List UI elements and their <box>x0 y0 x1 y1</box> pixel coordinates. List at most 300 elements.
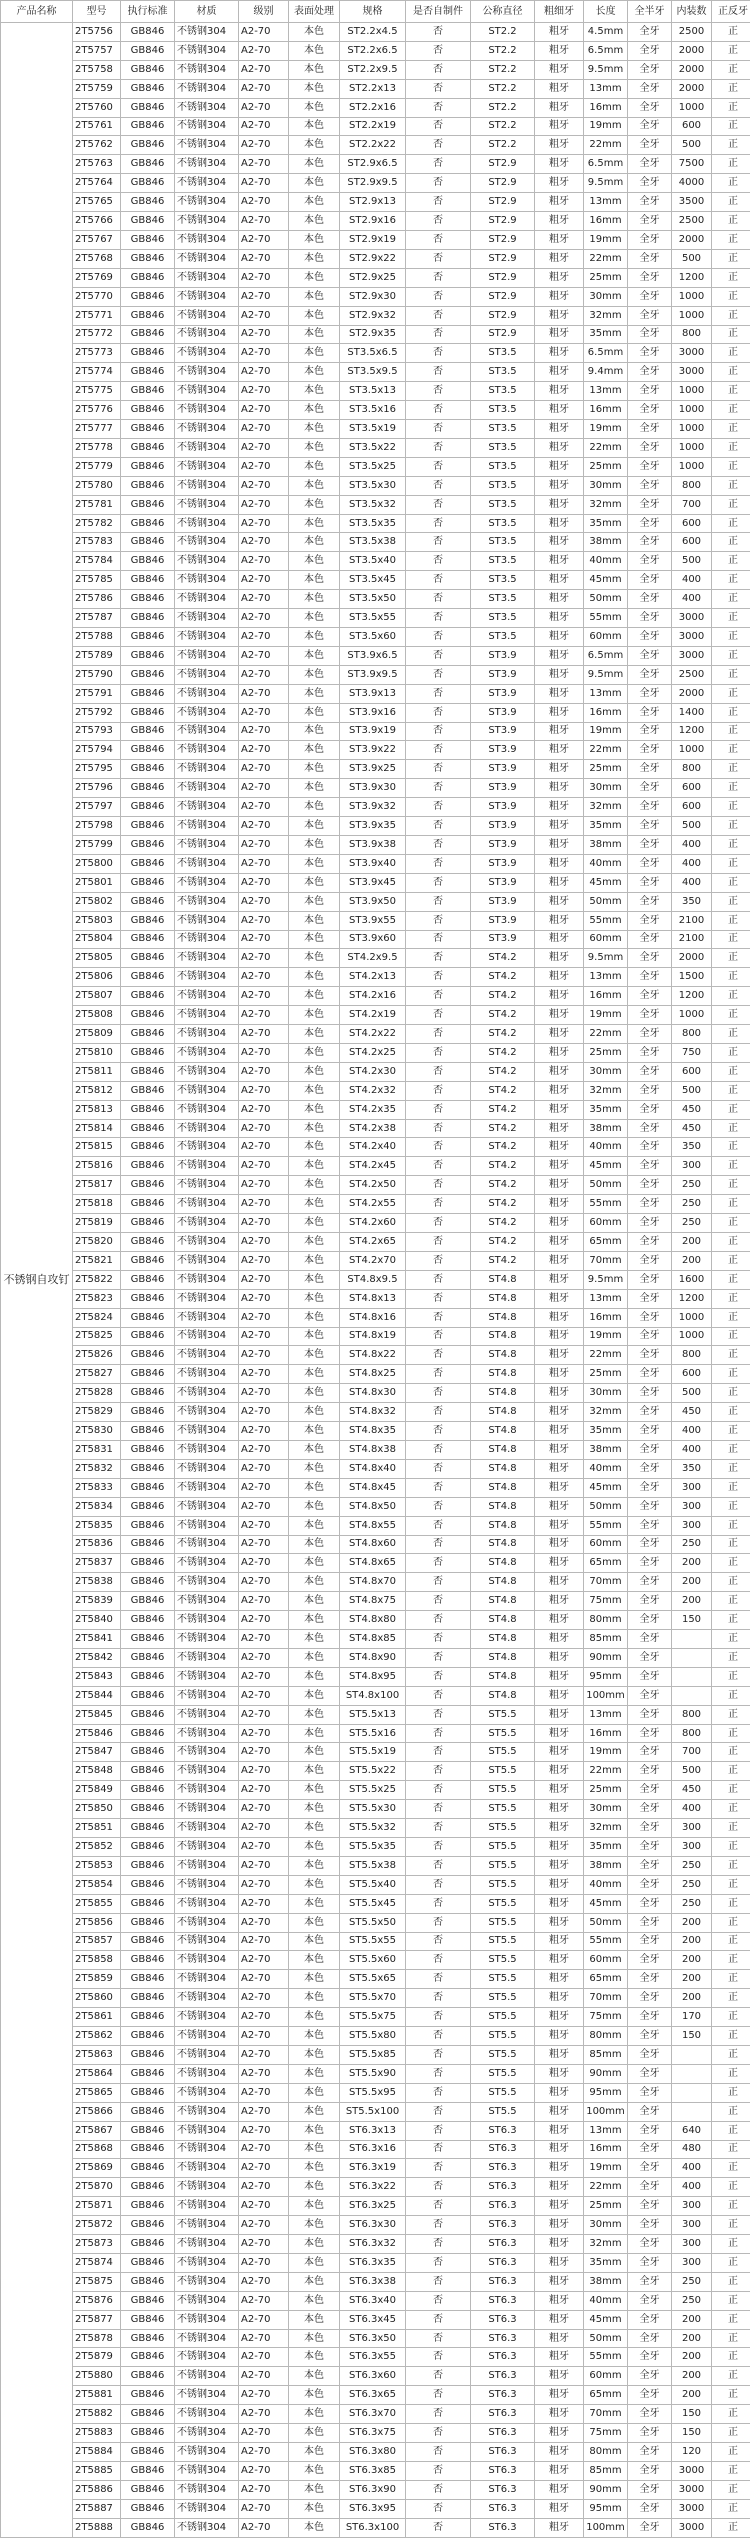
cell-material: 不锈钢304 <box>175 760 239 779</box>
cell-specification: ST4.8x85 <box>340 1630 406 1649</box>
cell-thread-pitch: 粗牙 <box>535 2518 584 2537</box>
cell-thread-type: 全牙 <box>628 1554 672 1573</box>
cell-standard: GB846 <box>121 1932 175 1951</box>
cell-thread-pitch: 粗牙 <box>535 2083 584 2102</box>
cell-thread-type: 全牙 <box>628 2291 672 2310</box>
cell-surface-treatment: 本色 <box>289 590 340 609</box>
table-row <box>1 1932 750 1951</box>
cell-specification: ST4.8x70 <box>340 1573 406 1592</box>
cell-model: 2T5858 <box>73 1951 121 1970</box>
cell-specification: ST6.3x25 <box>340 2197 406 2216</box>
cell-pack-quantity: 450 <box>672 1403 712 1422</box>
cell-standard: GB846 <box>121 2197 175 2216</box>
cell-specification: ST2.2x13 <box>340 79 406 98</box>
table-row <box>1 987 750 1006</box>
cell-model: 2T5836 <box>73 1535 121 1554</box>
cell-thread-direction: 正 <box>712 665 750 684</box>
table-row <box>1 779 750 798</box>
cell-material: 不锈钢304 <box>175 1856 239 1875</box>
cell-material: 不锈钢304 <box>175 2102 239 2121</box>
cell-specification: ST5.5x19 <box>340 1743 406 1762</box>
cell-specification: ST5.5x25 <box>340 1781 406 1800</box>
cell-surface-treatment: 本色 <box>289 457 340 476</box>
cell-model: 2T5864 <box>73 2064 121 2083</box>
cell-pack-quantity: 480 <box>672 2140 712 2159</box>
cell-thread-type: 全牙 <box>628 1289 672 1308</box>
header-thread-pitch: 粗细牙 <box>535 1 584 23</box>
cell-thread-pitch: 粗牙 <box>535 1422 584 1441</box>
cell-thread-direction: 正 <box>712 457 750 476</box>
cell-standard: GB846 <box>121 835 175 854</box>
cell-nominal-diameter: ST4.8 <box>471 1592 535 1611</box>
cell-surface-treatment: 本色 <box>289 2443 340 2462</box>
cell-thread-pitch: 粗牙 <box>535 892 584 911</box>
cell-pack-quantity: 3000 <box>672 2480 712 2499</box>
cell-grade: A2-70 <box>239 1819 289 1838</box>
table-row <box>1 1875 750 1894</box>
cell-self-made: 否 <box>406 1308 471 1327</box>
cell-model: 2T5761 <box>73 117 121 136</box>
cell-material: 不锈钢304 <box>175 1554 239 1573</box>
cell-specification: ST4.8x30 <box>340 1384 406 1403</box>
cell-thread-type: 全牙 <box>628 911 672 930</box>
cell-nominal-diameter: ST5.5 <box>471 1705 535 1724</box>
cell-nominal-diameter: ST5.5 <box>471 1724 535 1743</box>
cell-model: 2T5851 <box>73 1819 121 1838</box>
cell-material: 不锈钢304 <box>175 382 239 401</box>
cell-thread-pitch: 粗牙 <box>535 23 584 42</box>
cell-pack-quantity: 150 <box>672 2405 712 2424</box>
cell-self-made: 否 <box>406 230 471 249</box>
cell-thread-direction: 正 <box>712 552 750 571</box>
cell-thread-pitch: 粗牙 <box>535 628 584 647</box>
cell-surface-treatment: 本色 <box>289 741 340 760</box>
cell-grade: A2-70 <box>239 1762 289 1781</box>
cell-self-made: 否 <box>406 2291 471 2310</box>
cell-model: 2T5865 <box>73 2083 121 2102</box>
cell-model: 2T5882 <box>73 2405 121 2424</box>
cell-material: 不锈钢304 <box>175 1062 239 1081</box>
table-row <box>1 1440 750 1459</box>
cell-thread-pitch: 粗牙 <box>535 476 584 495</box>
cell-grade: A2-70 <box>239 779 289 798</box>
cell-nominal-diameter: ST5.5 <box>471 2102 535 2121</box>
cell-length: 19mm <box>584 1743 628 1762</box>
cell-pack-quantity: 1200 <box>672 987 712 1006</box>
cell-length: 75mm <box>584 2008 628 2027</box>
cell-standard: GB846 <box>121 1554 175 1573</box>
cell-specification: ST3.5x60 <box>340 628 406 647</box>
table-row <box>1 1838 750 1857</box>
table-row <box>1 1743 750 1762</box>
cell-nominal-diameter: ST3.9 <box>471 854 535 873</box>
cell-length: 16mm <box>584 1724 628 1743</box>
cell-pack-quantity: 450 <box>672 1781 712 1800</box>
cell-model: 2T5804 <box>73 930 121 949</box>
cell-model: 2T5826 <box>73 1346 121 1365</box>
cell-surface-treatment: 本色 <box>289 1233 340 1252</box>
cell-surface-treatment: 本色 <box>289 2367 340 2386</box>
cell-thread-type: 全牙 <box>628 2461 672 2480</box>
cell-surface-treatment: 本色 <box>289 2121 340 2140</box>
cell-standard: GB846 <box>121 287 175 306</box>
cell-grade: A2-70 <box>239 1611 289 1630</box>
cell-surface-treatment: 本色 <box>289 1176 340 1195</box>
cell-material: 不锈钢304 <box>175 1459 239 1478</box>
cell-thread-pitch: 粗牙 <box>535 2461 584 2480</box>
cell-pack-quantity: 250 <box>672 1195 712 1214</box>
cell-standard: GB846 <box>121 249 175 268</box>
cell-thread-type: 全牙 <box>628 1951 672 1970</box>
cell-model: 2T5849 <box>73 1781 121 1800</box>
cell-thread-pitch: 粗牙 <box>535 2367 584 2386</box>
cell-length: 16mm <box>584 2140 628 2159</box>
cell-model: 2T5871 <box>73 2197 121 2216</box>
cell-standard: GB846 <box>121 1308 175 1327</box>
cell-self-made: 否 <box>406 1705 471 1724</box>
cell-length: 80mm <box>584 2027 628 2046</box>
cell-length: 22mm <box>584 2178 628 2197</box>
cell-self-made: 否 <box>406 344 471 363</box>
cell-standard: GB846 <box>121 98 175 117</box>
cell-self-made: 否 <box>406 1384 471 1403</box>
cell-length: 32mm <box>584 1403 628 1422</box>
cell-self-made: 否 <box>406 987 471 1006</box>
cell-self-made: 否 <box>406 1932 471 1951</box>
cell-specification: ST2.9x19 <box>340 230 406 249</box>
cell-pack-quantity: 2000 <box>672 684 712 703</box>
cell-material: 不锈钢304 <box>175 155 239 174</box>
cell-thread-direction: 正 <box>712 2499 750 2518</box>
cell-standard: GB846 <box>121 495 175 514</box>
cell-surface-treatment: 本色 <box>289 41 340 60</box>
cell-model: 2T5840 <box>73 1611 121 1630</box>
cell-length: 13mm <box>584 684 628 703</box>
cell-nominal-diameter: ST6.3 <box>471 2386 535 2405</box>
cell-pack-quantity: 500 <box>672 1081 712 1100</box>
cell-grade: A2-70 <box>239 854 289 873</box>
cell-material: 不锈钢304 <box>175 1384 239 1403</box>
cell-thread-pitch: 粗牙 <box>535 2197 584 2216</box>
cell-length: 90mm <box>584 1648 628 1667</box>
cell-model: 2T5868 <box>73 2140 121 2159</box>
cell-self-made: 否 <box>406 2443 471 2462</box>
table-row <box>1 268 750 287</box>
cell-standard: GB846 <box>121 854 175 873</box>
cell-material: 不锈钢304 <box>175 2367 239 2386</box>
cell-nominal-diameter: ST3.9 <box>471 741 535 760</box>
cell-model: 2T5768 <box>73 249 121 268</box>
cell-length: 55mm <box>584 911 628 930</box>
cell-model: 2T5790 <box>73 665 121 684</box>
cell-specification: ST5.5x100 <box>340 2102 406 2121</box>
cell-thread-direction: 正 <box>712 590 750 609</box>
table-row <box>1 1667 750 1686</box>
cell-material: 不锈钢304 <box>175 1705 239 1724</box>
cell-thread-pitch: 粗牙 <box>535 722 584 741</box>
cell-model: 2T5816 <box>73 1157 121 1176</box>
cell-specification: ST2.9x25 <box>340 268 406 287</box>
cell-self-made: 否 <box>406 325 471 344</box>
cell-material: 不锈钢304 <box>175 23 239 42</box>
cell-thread-pitch: 粗牙 <box>535 1346 584 1365</box>
table-row <box>1 287 750 306</box>
cell-surface-treatment: 本色 <box>289 949 340 968</box>
cell-thread-pitch: 粗牙 <box>535 1686 584 1705</box>
cell-specification: ST4.8x95 <box>340 1667 406 1686</box>
cell-thread-pitch: 粗牙 <box>535 646 584 665</box>
cell-pack-quantity: 250 <box>672 1856 712 1875</box>
cell-nominal-diameter: ST3.9 <box>471 798 535 817</box>
cell-thread-pitch: 粗牙 <box>535 1648 584 1667</box>
cell-material: 不锈钢304 <box>175 703 239 722</box>
cell-thread-type: 全牙 <box>628 2064 672 2083</box>
cell-model: 2T5772 <box>73 325 121 344</box>
cell-surface-treatment: 本色 <box>289 1006 340 1025</box>
cell-nominal-diameter: ST2.2 <box>471 98 535 117</box>
cell-nominal-diameter: ST3.5 <box>471 609 535 628</box>
cell-standard: GB846 <box>121 590 175 609</box>
cell-pack-quantity <box>672 1630 712 1649</box>
cell-surface-treatment: 本色 <box>289 23 340 42</box>
cell-thread-pitch: 粗牙 <box>535 1006 584 1025</box>
cell-material: 不锈钢304 <box>175 2121 239 2140</box>
table-row <box>1 1970 750 1989</box>
cell-thread-pitch: 粗牙 <box>535 1970 584 1989</box>
cell-thread-type: 全牙 <box>628 571 672 590</box>
cell-length: 22mm <box>584 438 628 457</box>
cell-surface-treatment: 本色 <box>289 1875 340 1894</box>
cell-self-made: 否 <box>406 590 471 609</box>
cell-material: 不锈钢304 <box>175 2329 239 2348</box>
table-row <box>1 2405 750 2424</box>
cell-material: 不锈钢304 <box>175 2235 239 2254</box>
cell-specification: ST6.3x80 <box>340 2443 406 2462</box>
cell-pack-quantity: 1000 <box>672 98 712 117</box>
cell-material: 不锈钢304 <box>175 1176 239 1195</box>
cell-standard: GB846 <box>121 1856 175 1875</box>
table-row <box>1 646 750 665</box>
cell-pack-quantity: 1000 <box>672 1006 712 1025</box>
cell-pack-quantity: 800 <box>672 760 712 779</box>
cell-standard: GB846 <box>121 817 175 836</box>
cell-model: 2T5852 <box>73 1838 121 1857</box>
cell-thread-type: 全牙 <box>628 1743 672 1762</box>
cell-specification: ST6.3x35 <box>340 2253 406 2272</box>
table-row <box>1 1630 750 1649</box>
cell-nominal-diameter: ST6.3 <box>471 2197 535 2216</box>
cell-self-made: 否 <box>406 2253 471 2272</box>
cell-thread-pitch: 粗牙 <box>535 1327 584 1346</box>
cell-specification: ST6.3x85 <box>340 2461 406 2480</box>
cell-surface-treatment: 本色 <box>289 2235 340 2254</box>
cell-length: 25mm <box>584 2197 628 2216</box>
cell-length: 32mm <box>584 1081 628 1100</box>
cell-thread-direction: 正 <box>712 1819 750 1838</box>
cell-model: 2T5762 <box>73 136 121 155</box>
cell-length: 75mm <box>584 2424 628 2443</box>
cell-model: 2T5832 <box>73 1459 121 1478</box>
cell-surface-treatment: 本色 <box>289 1724 340 1743</box>
cell-model: 2T5771 <box>73 306 121 325</box>
cell-pack-quantity: 600 <box>672 798 712 817</box>
cell-thread-type: 全牙 <box>628 98 672 117</box>
cell-thread-pitch: 粗牙 <box>535 1214 584 1233</box>
cell-specification: ST3.5x35 <box>340 514 406 533</box>
cell-thread-type: 全牙 <box>628 760 672 779</box>
cell-surface-treatment: 本色 <box>289 817 340 836</box>
cell-nominal-diameter: ST2.9 <box>471 193 535 212</box>
cell-standard: GB846 <box>121 438 175 457</box>
cell-nominal-diameter: ST5.5 <box>471 1762 535 1781</box>
cell-surface-treatment: 本色 <box>289 1913 340 1932</box>
cell-specification: ST5.5x30 <box>340 1800 406 1819</box>
cell-pack-quantity: 1000 <box>672 1308 712 1327</box>
cell-grade: A2-70 <box>239 136 289 155</box>
table-row <box>1 873 750 892</box>
cell-material: 不锈钢304 <box>175 98 239 117</box>
cell-thread-direction: 正 <box>712 193 750 212</box>
cell-pack-quantity: 300 <box>672 2235 712 2254</box>
cell-pack-quantity: 150 <box>672 1611 712 1630</box>
cell-grade: A2-70 <box>239 1346 289 1365</box>
cell-pack-quantity: 200 <box>672 1913 712 1932</box>
cell-thread-pitch: 粗牙 <box>535 438 584 457</box>
cell-thread-direction: 正 <box>712 1497 750 1516</box>
cell-length: 13mm <box>584 1705 628 1724</box>
cell-model: 2T5756 <box>73 23 121 42</box>
cell-specification: ST3.9x55 <box>340 911 406 930</box>
cell-nominal-diameter: ST3.5 <box>471 401 535 420</box>
cell-length: 16mm <box>584 98 628 117</box>
cell-thread-direction: 正 <box>712 2235 750 2254</box>
cell-nominal-diameter: ST2.9 <box>471 230 535 249</box>
cell-nominal-diameter: ST6.3 <box>471 2461 535 2480</box>
cell-thread-pitch: 粗牙 <box>535 1592 584 1611</box>
table-row <box>1 2518 750 2537</box>
cell-length: 38mm <box>584 533 628 552</box>
cell-nominal-diameter: ST3.9 <box>471 684 535 703</box>
cell-pack-quantity: 500 <box>672 817 712 836</box>
cell-nominal-diameter: ST5.5 <box>471 1838 535 1857</box>
cell-pack-quantity: 450 <box>672 1119 712 1138</box>
cell-thread-type: 全牙 <box>628 1459 672 1478</box>
cell-thread-direction: 正 <box>712 609 750 628</box>
cell-grade: A2-70 <box>239 1913 289 1932</box>
cell-material: 不锈钢304 <box>175 457 239 476</box>
cell-thread-type: 全牙 <box>628 1327 672 1346</box>
cell-thread-pitch: 粗牙 <box>535 987 584 1006</box>
cell-thread-type: 全牙 <box>628 2499 672 2518</box>
cell-material: 不锈钢304 <box>175 2291 239 2310</box>
cell-material: 不锈钢304 <box>175 117 239 136</box>
cell-specification: ST4.2x32 <box>340 1081 406 1100</box>
cell-model: 2T5862 <box>73 2027 121 2046</box>
cell-surface-treatment: 本色 <box>289 1970 340 1989</box>
cell-pack-quantity: 250 <box>672 1875 712 1894</box>
cell-surface-treatment: 本色 <box>289 1365 340 1384</box>
cell-standard: GB846 <box>121 1894 175 1913</box>
cell-thread-type: 全牙 <box>628 1630 672 1649</box>
cell-grade: A2-70 <box>239 23 289 42</box>
table-row <box>1 1497 750 1516</box>
cell-thread-direction: 正 <box>712 722 750 741</box>
cell-thread-direction: 正 <box>712 1214 750 1233</box>
cell-self-made: 否 <box>406 2045 471 2064</box>
cell-thread-direction: 正 <box>712 2008 750 2027</box>
cell-specification: ST5.5x70 <box>340 1989 406 2008</box>
cell-thread-pitch: 粗牙 <box>535 1856 584 1875</box>
cell-length: 35mm <box>584 2253 628 2272</box>
cell-model: 2T5824 <box>73 1308 121 1327</box>
cell-surface-treatment: 本色 <box>289 1062 340 1081</box>
cell-pack-quantity: 300 <box>672 1478 712 1497</box>
cell-standard: GB846 <box>121 1195 175 1214</box>
cell-surface-treatment: 本色 <box>289 2197 340 2216</box>
cell-model: 2T5872 <box>73 2216 121 2235</box>
cell-standard: GB846 <box>121 1440 175 1459</box>
cell-surface-treatment: 本色 <box>289 1743 340 1762</box>
cell-thread-direction: 正 <box>712 268 750 287</box>
cell-material: 不锈钢304 <box>175 344 239 363</box>
cell-self-made: 否 <box>406 2140 471 2159</box>
cell-grade: A2-70 <box>239 1422 289 1441</box>
cell-nominal-diameter: ST3.5 <box>471 590 535 609</box>
cell-material: 不锈钢304 <box>175 268 239 287</box>
cell-model: 2T5883 <box>73 2424 121 2443</box>
cell-thread-pitch: 粗牙 <box>535 2045 584 2064</box>
cell-standard: GB846 <box>121 1270 175 1289</box>
cell-specification: ST2.9x35 <box>340 325 406 344</box>
cell-length: 80mm <box>584 1611 628 1630</box>
cell-specification: ST4.2x40 <box>340 1138 406 1157</box>
cell-standard: GB846 <box>121 892 175 911</box>
cell-pack-quantity: 120 <box>672 2443 712 2462</box>
cell-nominal-diameter: ST2.2 <box>471 136 535 155</box>
cell-thread-pitch: 粗牙 <box>535 1062 584 1081</box>
cell-thread-type: 全牙 <box>628 212 672 231</box>
cell-length: 35mm <box>584 817 628 836</box>
cell-nominal-diameter: ST5.5 <box>471 1743 535 1762</box>
cell-standard: GB846 <box>121 1403 175 1422</box>
cell-material: 不锈钢304 <box>175 2027 239 2046</box>
cell-length: 70mm <box>584 2405 628 2424</box>
cell-material: 不锈钢304 <box>175 949 239 968</box>
cell-specification: ST2.2x19 <box>340 117 406 136</box>
cell-pack-quantity: 400 <box>672 1440 712 1459</box>
cell-standard: GB846 <box>121 2424 175 2443</box>
cell-model: 2T5838 <box>73 1573 121 1592</box>
cell-model: 2T5802 <box>73 892 121 911</box>
cell-surface-treatment: 本色 <box>289 2461 340 2480</box>
cell-length: 25mm <box>584 1043 628 1062</box>
cell-nominal-diameter: ST3.9 <box>471 722 535 741</box>
cell-pack-quantity: 400 <box>672 2159 712 2178</box>
cell-surface-treatment: 本色 <box>289 1081 340 1100</box>
cell-standard: GB846 <box>121 646 175 665</box>
cell-self-made: 否 <box>406 2083 471 2102</box>
cell-standard: GB846 <box>121 1630 175 1649</box>
cell-standard: GB846 <box>121 2178 175 2197</box>
cell-pack-quantity: 200 <box>672 2329 712 2348</box>
cell-thread-pitch: 粗牙 <box>535 1932 584 1951</box>
cell-thread-direction: 正 <box>712 363 750 382</box>
cell-nominal-diameter: ST2.9 <box>471 249 535 268</box>
table-row <box>1 1611 750 1630</box>
cell-grade: A2-70 <box>239 363 289 382</box>
cell-length: 4.5mm <box>584 23 628 42</box>
cell-length: 38mm <box>584 1440 628 1459</box>
